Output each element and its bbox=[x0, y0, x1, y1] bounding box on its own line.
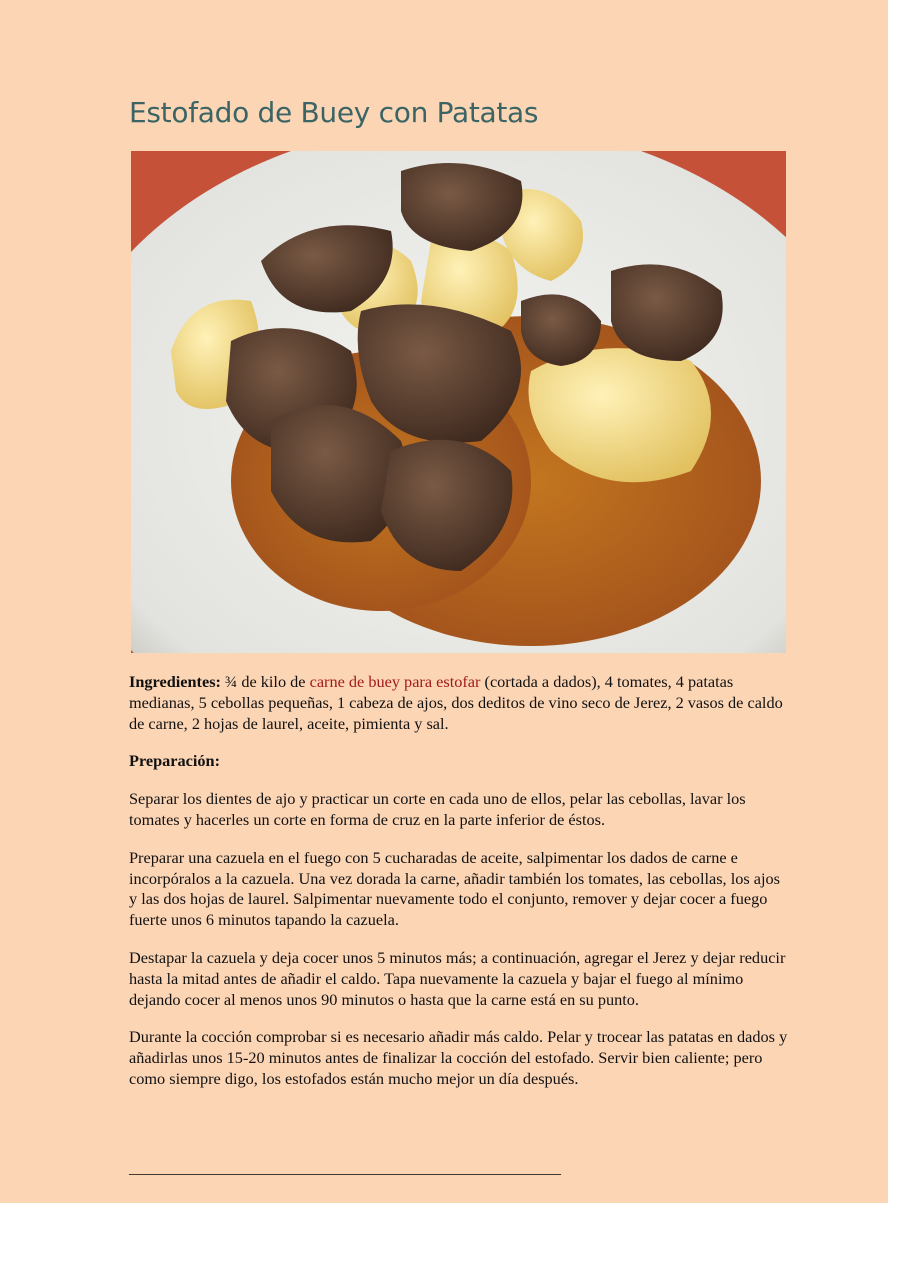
recipe-title: Estofado de Buey con Patatas bbox=[129, 96, 539, 129]
recipe-photo bbox=[131, 151, 786, 653]
ingredients-paragraph bbox=[129, 672, 789, 734]
beef-link[interactable]: carne de buey para estofar bbox=[309, 672, 481, 691]
step-paragraph-1: Separar los dientes de ajo y practicar un corte en cada uno de ellos, pelar las cebollas, lavar los tomates y hacerles un corte en forma de cruz en la parte inferior de éstos. bbox=[129, 789, 746, 829]
separator-line: ______________________________________________________ bbox=[129, 1160, 561, 1177]
step-paragraph-4: Durante la cocción comprobar si es necesario añadir más caldo. Pelar y trocear las patatas en dados y añadirlas unos 15-20 minutos antes de finalizar la cocción del estofado. Servir bien caliente; pero como siempre digo, los estofados están mucho mejor un día después. bbox=[129, 1027, 788, 1088]
recipe-body bbox=[129, 672, 789, 1107]
ingredients-pre: ¾ de kilo de bbox=[220, 672, 310, 691]
step-paragraph-3: Destapar la cazuela y deja cocer unos 5 minutos más; a continuación, agregar el Jerez y dejar reducir hasta la mitad antes de añadir el caldo. Tapa nuevamente la cazuela y bajar el fuego al mínimo dejando cocer al menos unos 90 minutos o hasta que la carne está en su punto. bbox=[129, 947, 786, 1009]
ingredients-label: Ingredientes: bbox=[129, 672, 221, 691]
ingredients-post: (cortada a dados), 4 tomates, 4 patatas medianas, 5 cebollas pequeñas, 1 cabeza de ajos, dos deditos de vino seco de Jerez, 2 vasos de caldo de carne, 2 hojas de laurel, aceite, pimienta y sal. bbox=[129, 672, 783, 733]
step-paragraph-2: Preparar una cazuela en el fuego con 5 cucharadas de aceite, salpimentar los dados de carne e incorpóralos a la cazuela. Una vez dorada la carne, añadir también los tomates, las cebollas, los ajos y las dos hojas de laurel. Salpimentar nuevamente todo el conjunto, remover y dejar cocer a fuego fuerte unos 6 minutos tapando la cazuela. bbox=[129, 847, 780, 930]
preparation-heading: Preparación: bbox=[129, 751, 221, 771]
stew-plate-illustration bbox=[131, 151, 786, 653]
